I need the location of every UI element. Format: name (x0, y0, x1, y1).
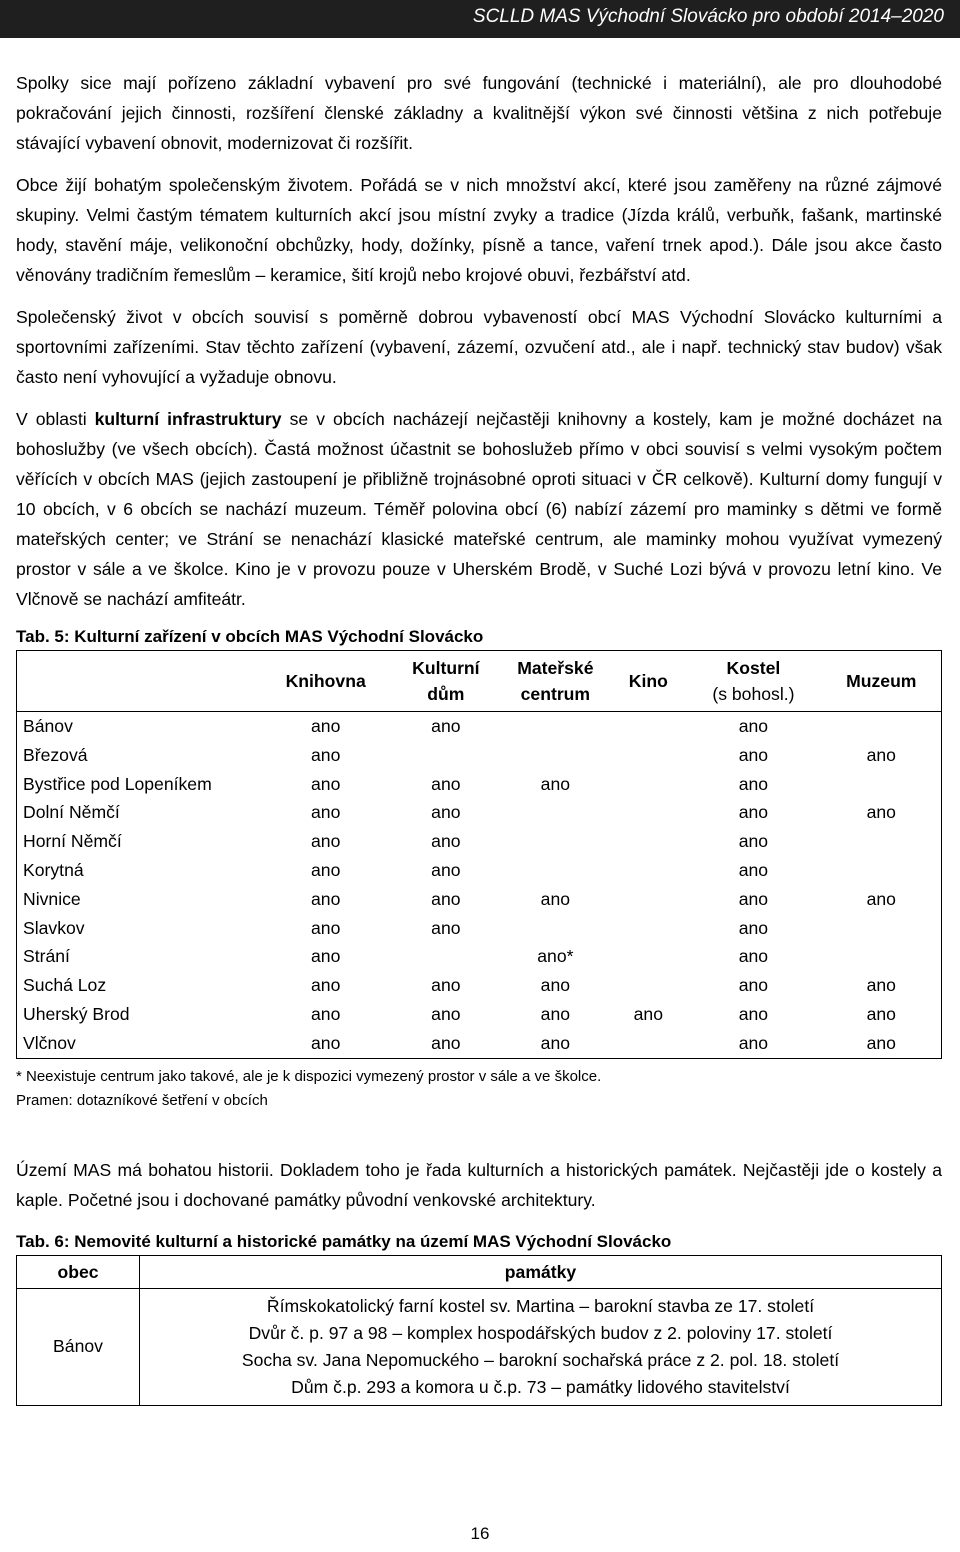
table5-cell (611, 827, 685, 856)
paragraph-4 (16, 404, 942, 614)
table5-cell: ano (311, 831, 341, 852)
list-item: Dvůr č. p. 97 a 98 – komplex hospodářských budov z 2. poloviny 17. století (248, 1322, 833, 1343)
table5-cell: ano (738, 1032, 769, 1053)
table5-header-kostel-sub: (s bohosl.) (712, 684, 795, 704)
header-title: SCLLD MAS Východní Slovácko pro období 2014–2020 (472, 6, 944, 27)
table5-cell: ano (738, 773, 769, 794)
table-row (17, 770, 942, 799)
table6-header-pamatky: památky (140, 1255, 942, 1288)
table5-cell: ano (311, 917, 341, 938)
table-row (17, 1029, 942, 1058)
table5-cell (392, 741, 499, 770)
table5-cell: ano (311, 859, 341, 880)
table-row (17, 971, 942, 1000)
table-row (17, 1288, 942, 1405)
table5-cell: ano (431, 1032, 461, 1053)
table5-header-row (17, 651, 942, 712)
table5-cell: ano (738, 716, 769, 736)
header-bar (0, 0, 960, 38)
table5-cell (499, 856, 611, 885)
table5-caption: Tab. 5: Kulturní zařízení v obcích MAS Východní Slovácko (16, 627, 484, 646)
paragraph-1: Spolky sice mají pořízeno základní vybavení pro své fungování (technické i materiální), ale pro dlouhodobé pokračování jejich činnosti, rozšíření členské základny a kvalitnější výkon své činnosti většina z nich potřebuje stávající vybavení obnovit, modernizovat či rozšířit. (16, 73, 942, 153)
paragraph-2: Obce žijí bohatým společenským životem. Pořádá se v nich množství akcí, které jsou zaměřeny na různé zájmové skupiny. Velmi častým tématem kulturních akcí jsou místní zvyky a tradice (Jízda králů, verbuňk, fašank, martinské hody, stavění máje, velikonoční obchůzky, hody, dožínky, písně a tance, vaření trnek apod.). Dále jsou akce často věnovány tradičním řemeslům – keramice, šití krojů nebo krojové obuvi, řezbářství atd. (16, 175, 942, 285)
table5-cell: ano (431, 888, 461, 909)
table-row (17, 712, 942, 741)
table5-cell: ano (431, 802, 461, 823)
table5-cell-obec: Bystřice pod Lopeníkem (23, 773, 212, 794)
table5-cell: ano (311, 888, 341, 909)
table5-cell (499, 741, 611, 770)
table5-cell: ano (431, 1003, 461, 1024)
table5-body (17, 712, 942, 1059)
table5-cell-obec: Korytná (23, 859, 84, 880)
paragraph-4-end: se v obcích nacházejí nejčastěji knihovny a kostely, kam je možné docházet na bohoslužby (ve všech obcích). Častá možnost účastnit se bohoslužeb přímo v obci souvisí s velmi vysokým počtem věřících v obcích MAS (jejich zastoupení je přibližně trojnásobné oproti situaci v ČR celkově). Kulturní domy fungují v 10 obcích, v 6 obcích se nachází muzeum. Téměř polovina obcí (6) nabízí zázemí pro maminky s dětmi ve formě mateřských center; ve Strání se nenachází klasické mateřské centrum, ale maminky mohou využívat vymezený prostor v sále a ve školce. Kino je v provozu pouze v Uherském Brodě, v Suché Lozi bývá v provozu letní kino. Ve Vlčnově se nachází amfiteátr. (16, 409, 942, 609)
table5-cell (611, 942, 685, 971)
table5-header-kostel-text: Kostel (726, 658, 781, 678)
table5-cell (822, 914, 942, 943)
table5-cell: ano (738, 888, 769, 909)
table5-header-kostel (685, 651, 821, 712)
table5-cell: ano (738, 802, 769, 823)
table5-cell-obec: Strání (23, 946, 70, 967)
table5-cell (392, 942, 499, 971)
table5-cell (611, 971, 685, 1000)
table5-cell (611, 856, 685, 885)
table5-header-muzeum: Muzeum (822, 651, 942, 712)
table-row (17, 942, 942, 971)
table5-cell: ano (311, 946, 341, 967)
table5-cell (822, 712, 942, 741)
table5-cell (499, 712, 611, 741)
table5-cell: ano (431, 859, 461, 880)
table5-cell (822, 770, 942, 799)
table5-cell-obec: Horní Němčí (23, 831, 122, 852)
table5-cell (611, 798, 685, 827)
table5-cell: ano (540, 773, 571, 794)
table5-cell: ano (311, 773, 341, 794)
table5-header-obec (17, 651, 260, 712)
table5-header-kulturni-dum-text: Kulturní dům (412, 658, 480, 704)
table5-cell: ano (738, 975, 769, 996)
table6-cell-obec: Bánov (17, 1288, 140, 1405)
table5-cell: ano* (537, 946, 574, 967)
list-item: Římskokatolický farní kostel sv. Martina – barokní stavba ze 17. století (266, 1295, 815, 1316)
table5-cell: ano (311, 1032, 341, 1053)
table5-cell: ano (866, 888, 896, 909)
table6 (16, 1255, 942, 1406)
paragraph-4-start: V oblasti (16, 409, 95, 429)
table5-header-materske-centrum-text: Mateřské centrum (517, 658, 594, 704)
table5-cell (822, 827, 942, 856)
table5-note: * Neexistuje centrum jako takové, ale je k dispozici vymezený prostor v sále a ve školce. (16, 1067, 602, 1085)
table-row (17, 856, 942, 885)
table5-cell: ano (738, 744, 769, 765)
table-row (17, 914, 942, 943)
table5-cell-obec: Suchá Loz (23, 975, 107, 996)
table5-cell (611, 770, 685, 799)
table5-cell: ano (633, 1003, 663, 1024)
table5-cell: ano (311, 1003, 341, 1024)
table5-cell: ano (431, 831, 461, 852)
table5-cell (611, 885, 685, 914)
table5-cell-obec: Slavkov (23, 917, 85, 938)
paragraph-3: Společenský život v obcích souvisí s poměrně dobrou vybaveností obcí MAS Východní Slovácko kulturními a sportovními zařízeními. Stav těchto zařízení (vybavení, zázemí, ozvučení atd., ale i např. technický stav budov) však často není vyhovující a vyžaduje obnovu. (16, 307, 942, 387)
table5-cell: ano (311, 744, 341, 765)
table5-header-knihovna: Knihovna (259, 651, 392, 712)
page-number: 16 (470, 1524, 490, 1543)
table5-cell (611, 741, 685, 770)
table6-caption: Tab. 6: Nemovité kulturní a historické památky na území MAS Východní Slovácko (16, 1231, 672, 1251)
table5-cell (822, 942, 942, 971)
table5-cell (499, 827, 611, 856)
table-row (17, 885, 942, 914)
table6-cell-pamatky (140, 1288, 942, 1405)
table5-cell (499, 914, 611, 943)
table5-cell-obec: Vlčnov (23, 1032, 76, 1053)
table5-cell-obec: Nivnice (23, 888, 81, 909)
table5-cell: ano (540, 975, 571, 996)
document-body (16, 68, 942, 1406)
table5-cell: ano (866, 744, 896, 765)
table-row (17, 798, 942, 827)
table-row (17, 1000, 942, 1029)
table5-cell: ano (311, 716, 341, 736)
paragraph-4-bold: kulturní infrastruktury (94, 409, 282, 429)
paragraph-5: Území MAS má bohatou historii. Dokladem toho je řada kulturních a historických památek. Nejčastěji jde o kostely a kaple. Početné jsou i dochované památky původní venkovské architektury. (16, 1159, 942, 1210)
table5-cell (611, 712, 685, 741)
table5-cell: ano (738, 831, 769, 852)
table5-cell-obec: Březová (23, 744, 88, 765)
list-item: Dům č.p. 293 a komora u č.p. 73 – památky lidového stavitelství (291, 1376, 790, 1397)
table5-cell-obec: Uherský Brod (23, 1003, 130, 1024)
table5-cell (822, 856, 942, 885)
table5-cell: ano (311, 975, 341, 996)
table5-cell (611, 1029, 685, 1058)
table5-cell: ano (540, 1032, 571, 1053)
table5-cell: ano (866, 1032, 896, 1053)
table5-cell (611, 914, 685, 943)
table5-cell: ano (866, 1003, 896, 1024)
table5-source: Pramen: dotazníkové šetření v obcích (16, 1091, 268, 1109)
table5-header-kulturni-dum (392, 651, 499, 712)
table5-cell: ano (866, 802, 896, 823)
table5-cell: ano (311, 802, 341, 823)
table-row (17, 827, 942, 856)
table5-header-kino: Kino (611, 651, 685, 712)
table5-cell-obec: Bánov (23, 716, 73, 736)
table5 (16, 650, 942, 1059)
table5-header-materske-centrum (499, 651, 611, 712)
table-row (17, 741, 942, 770)
table5-cell: ano (738, 859, 769, 880)
table5-cell (499, 798, 611, 827)
table6-body (17, 1288, 942, 1405)
table5-cell: ano (866, 975, 896, 996)
list-item: Socha sv. Jana Nepomuckého – barokní sochařská práce z 2. pol. 18. století (241, 1349, 840, 1370)
table6-header-row (17, 1255, 942, 1288)
table5-cell: ano (738, 1003, 769, 1024)
table5-cell: ano (431, 917, 461, 938)
table6-header-obec: obec (17, 1255, 140, 1288)
table5-cell-obec: Dolní Němčí (23, 802, 120, 823)
table5-cell: ano (431, 716, 461, 736)
table5-cell: ano (738, 946, 769, 967)
table5-cell: ano (431, 975, 461, 996)
table5-cell: ano (738, 917, 769, 938)
table5-cell: ano (431, 773, 461, 794)
table5-cell: ano (540, 888, 571, 909)
table5-cell: ano (540, 1003, 571, 1024)
